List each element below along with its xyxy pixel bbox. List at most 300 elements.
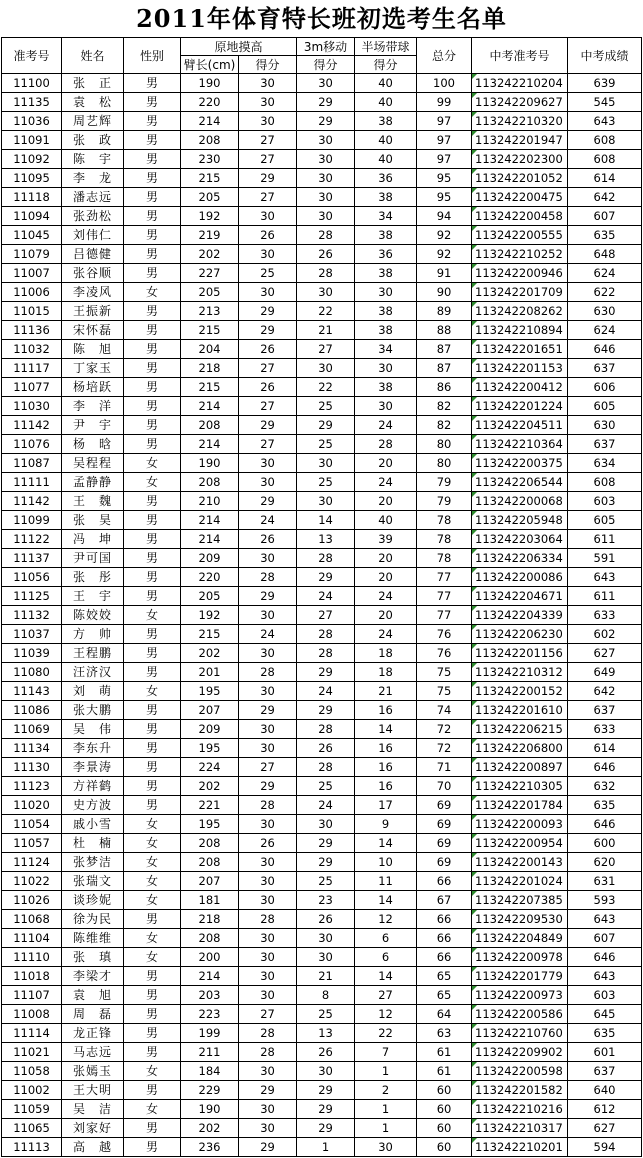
table-row [2,739,642,758]
cell-reach-score: 30 [239,1062,297,1081]
cell-reach-score: 26 [239,530,297,549]
cell-move-score: 30 [297,169,355,188]
cell-dribble-score: 17 [355,796,417,815]
cell-reach-score: 28 [239,910,297,929]
cell-zk-score: 646 [568,340,642,359]
cell-exam-no: 11086 [2,701,62,720]
table-row [2,872,642,891]
cell-name: 马志远 [62,1043,124,1062]
cell-zk-exam-no: 113242201651 [472,340,568,359]
cell-zk-score: 622 [568,283,642,302]
cell-zk-exam-no: 113242204671 [472,587,568,606]
cell-reach-score: 30 [239,207,297,226]
cell-gender: 男 [124,93,181,112]
cell-arm-length: 210 [181,492,239,511]
cell-move-score: 1 [297,1138,355,1157]
cell-name: 谈珍妮 [62,891,124,910]
cell-gender: 男 [124,663,181,682]
cell-name: 张大鹏 [62,701,124,720]
cell-dribble-score: 40 [355,511,417,530]
cell-name: 史方波 [62,796,124,815]
cell-dribble-score: 14 [355,891,417,910]
cell-gender: 男 [124,720,181,739]
cell-total: 60 [417,1138,472,1157]
cell-move-score: 28 [297,226,355,245]
cell-exam-no: 11002 [2,1081,62,1100]
cell-zk-exam-no: 113242200086 [472,568,568,587]
cell-dribble-score: 24 [355,587,417,606]
cell-exam-no: 11099 [2,511,62,530]
cell-total: 90 [417,283,472,302]
cell-dribble-score: 14 [355,967,417,986]
header-name: 姓名 [62,38,124,74]
cell-total: 69 [417,815,472,834]
cell-dribble-score: 16 [355,739,417,758]
cell-total: 82 [417,416,472,435]
table-row [2,112,642,131]
cell-exam-no: 11057 [2,834,62,853]
cell-dribble-score: 28 [355,435,417,454]
table-row [2,758,642,777]
cell-name: 方祥鹤 [62,777,124,796]
cell-exam-no: 11122 [2,530,62,549]
cell-zk-exam-no: 113242200598 [472,1062,568,1081]
cell-exam-no: 11111 [2,473,62,492]
cell-move-score: 27 [297,606,355,625]
table-row [2,1100,642,1119]
cell-arm-length: 209 [181,549,239,568]
cell-arm-length: 215 [181,169,239,188]
cell-move-score: 29 [297,1081,355,1100]
cell-gender: 男 [124,1119,181,1138]
cell-move-score: 30 [297,359,355,378]
cell-reach-score: 30 [239,1119,297,1138]
cell-dribble-score: 1 [355,1062,417,1081]
cell-arm-length: 207 [181,701,239,720]
cell-name: 李梁才 [62,967,124,986]
cell-arm-length: 190 [181,74,239,93]
cell-zk-exam-no: 113242200946 [472,264,568,283]
cell-zk-score: 591 [568,549,642,568]
cell-total: 60 [417,1081,472,1100]
cell-dribble-score: 40 [355,150,417,169]
header-half-court-dribble: 半场带球 [355,38,417,56]
header-shuttle-move: 3m移动 [297,38,355,56]
cell-zk-score: 631 [568,872,642,891]
cell-zk-score: 643 [568,112,642,131]
cell-total: 92 [417,245,472,264]
cell-zk-exam-no: 113242201779 [472,967,568,986]
cell-name: 尹可国 [62,549,124,568]
cell-exam-no: 11124 [2,853,62,872]
cell-arm-length: 181 [181,891,239,910]
cell-dribble-score: 38 [355,302,417,321]
cell-zk-exam-no: 113242203064 [472,530,568,549]
cell-dribble-score: 24 [355,416,417,435]
table-row [2,1043,642,1062]
cell-total: 75 [417,663,472,682]
cell-exam-no: 11021 [2,1043,62,1062]
cell-name: 王大明 [62,1081,124,1100]
table-row [2,1081,642,1100]
cell-reach-score: 30 [239,473,297,492]
cell-name: 刘 萌 [62,682,124,701]
cell-total: 80 [417,454,472,473]
cell-zk-exam-no: 113242201024 [472,872,568,891]
cell-name: 方 帅 [62,625,124,644]
table-row [2,1119,642,1138]
cell-name: 吕德健 [62,245,124,264]
table-row [2,1024,642,1043]
cell-reach-score: 27 [239,188,297,207]
cell-zk-exam-no: 113242210204 [472,74,568,93]
cell-arm-length: 202 [181,644,239,663]
cell-total: 95 [417,188,472,207]
cell-move-score: 25 [297,872,355,891]
cell-total: 69 [417,796,472,815]
table-row [2,1138,642,1157]
cell-dribble-score: 18 [355,644,417,663]
cell-gender: 男 [124,359,181,378]
cell-reach-score: 30 [239,1100,297,1119]
cell-zk-exam-no: 113242201784 [472,796,568,815]
cell-exam-no: 11095 [2,169,62,188]
cell-exam-no: 11056 [2,568,62,587]
cell-name: 吴 洁 [62,1100,124,1119]
cell-zk-exam-no: 113242200475 [472,188,568,207]
cell-reach-score: 29 [239,777,297,796]
cell-zk-score: 637 [568,435,642,454]
cell-arm-length: 224 [181,758,239,777]
table-row [2,169,642,188]
cell-exam-no: 11079 [2,245,62,264]
cell-dribble-score: 2 [355,1081,417,1100]
cell-exam-no: 11069 [2,720,62,739]
cell-gender: 男 [124,1081,181,1100]
table-row [2,226,642,245]
cell-exam-no: 11100 [2,74,62,93]
cell-dribble-score: 24 [355,625,417,644]
cell-name: 尹 宇 [62,416,124,435]
cell-dribble-score: 18 [355,663,417,682]
cell-zk-score: 605 [568,397,642,416]
cell-zk-score: 545 [568,93,642,112]
cell-arm-length: 207 [181,872,239,891]
cell-gender: 男 [124,910,181,929]
cell-total: 91 [417,264,472,283]
cell-dribble-score: 38 [355,112,417,131]
cell-gender: 男 [124,1024,181,1043]
cell-reach-score: 29 [239,321,297,340]
cell-move-score: 25 [297,435,355,454]
cell-move-score: 30 [297,283,355,302]
cell-move-score: 30 [297,454,355,473]
cell-total: 61 [417,1043,472,1062]
cell-name: 张瑞文 [62,872,124,891]
cell-zk-score: 603 [568,986,642,1005]
cell-name: 陈维维 [62,929,124,948]
cell-total: 92 [417,226,472,245]
cell-zk-exam-no: 113242200093 [472,815,568,834]
table-row [2,986,642,1005]
cell-exam-no: 11026 [2,891,62,910]
cell-total: 69 [417,853,472,872]
cell-move-score: 22 [297,302,355,321]
cell-move-score: 28 [297,720,355,739]
cell-move-score: 30 [297,929,355,948]
table-body [2,74,642,1157]
cell-total: 78 [417,511,472,530]
cell-dribble-score: 24 [355,473,417,492]
cell-zk-exam-no: 113242200973 [472,986,568,1005]
cell-move-score: 13 [297,530,355,549]
cell-zk-exam-no: 113242202300 [472,150,568,169]
cell-gender: 男 [124,777,181,796]
cell-zk-score: 601 [568,1043,642,1062]
cell-arm-length: 208 [181,473,239,492]
table-row [2,207,642,226]
cell-reach-score: 30 [239,739,297,758]
cell-gender: 男 [124,397,181,416]
cell-move-score: 29 [297,93,355,112]
cell-exam-no: 11022 [2,872,62,891]
cell-reach-score: 30 [239,74,297,93]
cell-zk-score: 630 [568,302,642,321]
cell-exam-no: 11091 [2,131,62,150]
cell-exam-no: 11068 [2,910,62,929]
cell-arm-length: 215 [181,378,239,397]
cell-name: 张 政 [62,131,124,150]
cell-exam-no: 11039 [2,644,62,663]
cell-zk-score: 600 [568,834,642,853]
cell-reach-score: 28 [239,663,297,682]
cell-zk-score: 624 [568,321,642,340]
cell-name: 周 磊 [62,1005,124,1024]
cell-zk-score: 633 [568,720,642,739]
cell-zk-exam-no: 113242209902 [472,1043,568,1062]
cell-zk-score: 594 [568,1138,642,1157]
cell-dribble-score: 38 [355,226,417,245]
cell-zk-score: 640 [568,1081,642,1100]
table-row [2,264,642,283]
cell-gender: 男 [124,758,181,777]
cell-name: 杨 晗 [62,435,124,454]
cell-zk-exam-no: 113242200954 [472,834,568,853]
table-row [2,435,642,454]
cell-arm-length: 220 [181,568,239,587]
cell-arm-length: 236 [181,1138,239,1157]
cell-zk-exam-no: 113242210364 [472,435,568,454]
cell-arm-length: 200 [181,948,239,967]
cell-reach-score: 30 [239,93,297,112]
cell-zk-exam-no: 113242206544 [472,473,568,492]
cell-exam-no: 11076 [2,435,62,454]
cell-zk-exam-no: 113242200412 [472,378,568,397]
cell-arm-length: 199 [181,1024,239,1043]
table-row [2,834,642,853]
cell-zk-exam-no: 113242201947 [472,131,568,150]
cell-name: 刘伟仁 [62,226,124,245]
cell-zk-score: 627 [568,644,642,663]
cell-arm-length: 201 [181,663,239,682]
cell-gender: 男 [124,644,181,663]
cell-zk-exam-no: 113242209530 [472,910,568,929]
cell-move-score: 13 [297,1024,355,1043]
cell-zk-exam-no: 113242201582 [472,1081,568,1100]
cell-total: 100 [417,74,472,93]
cell-reach-score: 29 [239,416,297,435]
cell-exam-no: 11143 [2,682,62,701]
cell-gender: 男 [124,340,181,359]
table-row [2,150,642,169]
cell-name: 周艺辉 [62,112,124,131]
cell-arm-length: 208 [181,416,239,435]
cell-reach-score: 30 [239,967,297,986]
cell-arm-length: 202 [181,777,239,796]
table-row [2,777,642,796]
cell-zk-score: 645 [568,1005,642,1024]
cell-move-score: 29 [297,1100,355,1119]
cell-zk-exam-no: 113242206800 [472,739,568,758]
header-move-score: 得分 [297,56,355,74]
table-row [2,663,642,682]
cell-total: 66 [417,929,472,948]
cell-dribble-score: 16 [355,777,417,796]
cell-total: 65 [417,967,472,986]
cell-zk-score: 639 [568,74,642,93]
cell-dribble-score: 38 [355,188,417,207]
cell-reach-score: 24 [239,511,297,530]
cell-name: 袁 松 [62,93,124,112]
cell-move-score: 26 [297,1043,355,1062]
cell-arm-length: 205 [181,283,239,302]
cell-name: 杜 楠 [62,834,124,853]
cell-exam-no: 11015 [2,302,62,321]
cell-move-score: 30 [297,815,355,834]
cell-name: 宋怀磊 [62,321,124,340]
cell-gender: 女 [124,454,181,473]
cell-total: 60 [417,1100,472,1119]
cell-zk-exam-no: 113242200978 [472,948,568,967]
cell-total: 94 [417,207,472,226]
candidate-table [1,37,642,1157]
cell-reach-score: 30 [239,891,297,910]
cell-name: 张 瑱 [62,948,124,967]
cell-arm-length: 202 [181,245,239,264]
table-row [2,530,642,549]
cell-zk-exam-no: 113242200152 [472,682,568,701]
cell-total: 61 [417,1062,472,1081]
cell-move-score: 22 [297,378,355,397]
cell-exam-no: 11008 [2,1005,62,1024]
table-row [2,644,642,663]
table-row [2,568,642,587]
cell-reach-score: 29 [239,1138,297,1157]
cell-total: 77 [417,568,472,587]
cell-zk-score: 607 [568,207,642,226]
cell-reach-score: 30 [239,549,297,568]
cell-name: 丁家玉 [62,359,124,378]
cell-zk-score: 608 [568,131,642,150]
cell-total: 88 [417,321,472,340]
cell-name: 刘家好 [62,1119,124,1138]
cell-zk-exam-no: 113242201224 [472,397,568,416]
cell-name: 张 昊 [62,511,124,530]
cell-dribble-score: 16 [355,758,417,777]
cell-reach-score: 29 [239,1081,297,1100]
table-row [2,397,642,416]
cell-dribble-score: 10 [355,853,417,872]
cell-arm-length: 215 [181,625,239,644]
cell-gender: 女 [124,682,181,701]
cell-zk-score: 637 [568,1062,642,1081]
cell-dribble-score: 12 [355,910,417,929]
page-title: 2011年体育特长班初选考生名单 [136,4,507,33]
cell-gender: 男 [124,492,181,511]
cell-dribble-score: 11 [355,872,417,891]
cell-total: 75 [417,682,472,701]
cell-move-score: 30 [297,188,355,207]
cell-total: 66 [417,910,472,929]
cell-zk-exam-no: 113242207385 [472,891,568,910]
table-row [2,74,642,93]
cell-dribble-score: 38 [355,321,417,340]
cell-exam-no: 11110 [2,948,62,967]
cell-dribble-score: 9 [355,815,417,834]
cell-total: 63 [417,1024,472,1043]
cell-exam-no: 11007 [2,264,62,283]
cell-name: 张梦洁 [62,853,124,872]
cell-name: 陈 宇 [62,150,124,169]
cell-arm-length: 215 [181,321,239,340]
cell-zk-score: 614 [568,739,642,758]
cell-reach-score: 28 [239,796,297,815]
cell-arm-length: 184 [181,1062,239,1081]
cell-name: 张劲松 [62,207,124,226]
cell-zk-score: 642 [568,682,642,701]
cell-gender: 男 [124,511,181,530]
cell-move-score: 23 [297,891,355,910]
cell-exam-no: 11104 [2,929,62,948]
cell-arm-length: 208 [181,929,239,948]
cell-exam-no: 11142 [2,492,62,511]
cell-name: 汪济汉 [62,663,124,682]
cell-dribble-score: 20 [355,549,417,568]
cell-zk-score: 608 [568,473,642,492]
table-header [2,38,642,74]
cell-gender: 女 [124,473,181,492]
cell-total: 86 [417,378,472,397]
cell-zk-score: 602 [568,625,642,644]
table-row [2,701,642,720]
cell-move-score: 29 [297,1119,355,1138]
cell-total: 87 [417,340,472,359]
cell-exam-no: 11030 [2,397,62,416]
cell-reach-score: 27 [239,150,297,169]
cell-move-score: 24 [297,587,355,606]
cell-move-score: 28 [297,549,355,568]
cell-gender: 男 [124,435,181,454]
cell-zk-exam-no: 113242210216 [472,1100,568,1119]
cell-reach-score: 30 [239,606,297,625]
cell-total: 66 [417,948,472,967]
cell-exam-no: 11087 [2,454,62,473]
cell-move-score: 30 [297,131,355,150]
cell-dribble-score: 20 [355,492,417,511]
cell-move-score: 21 [297,321,355,340]
cell-name: 袁 旭 [62,986,124,1005]
cell-reach-score: 27 [239,397,297,416]
